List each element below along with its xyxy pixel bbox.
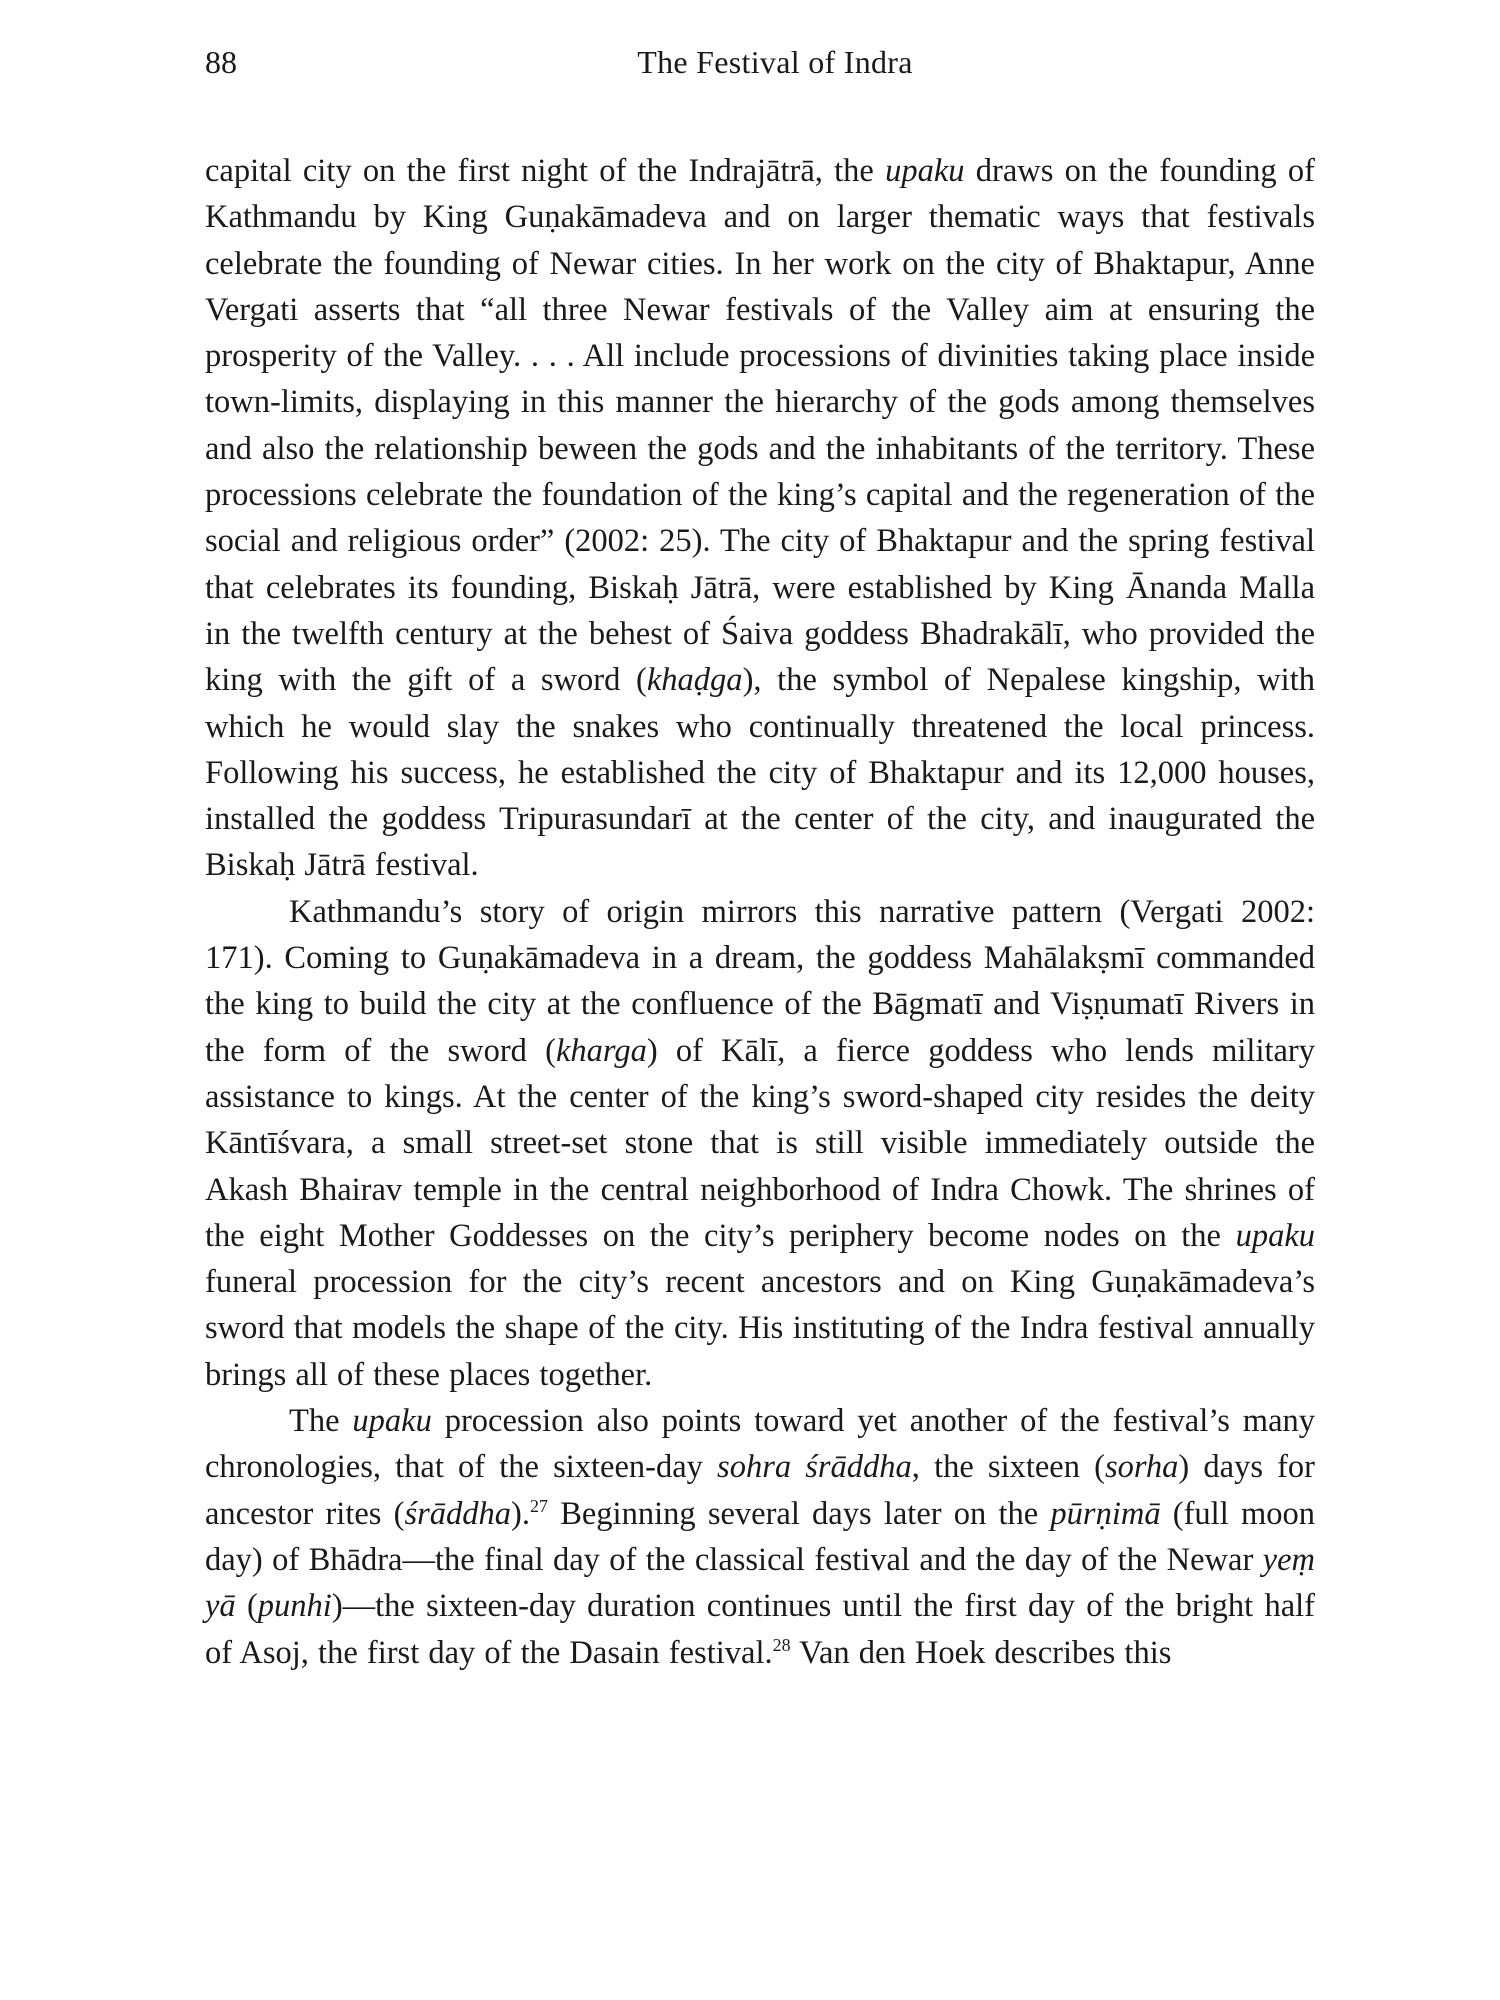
paragraph (205, 889, 1315, 1398)
italic-term: khaḍga (646, 662, 743, 699)
running-head (205, 44, 1305, 88)
page-number: 88 (205, 44, 237, 80)
paragraph (205, 148, 1315, 889)
text-run: draws on the founding of Kathmandu by King Guṇakāmadeva and on larger thematic ways that festivals celebrate the founding of Newar cities. In her work on the city of Bhaktapur, Anne Vergati asserts that “all three Newar festivals of the Valley aim at ensuring the prosperity of the Valley. . . . All include processions of divinities taking place inside town-limits, displaying in this manner the hierarchy of the gods among themselves and also the relationship beween the gods and the inhabitants of the territory. These processions celebrate the foundation of the king’s capital and the regeneration of the social and religious order” (2002: 25). The city of Bhaktapur and the spring festival that celebrates its founding, Biskaḥ Jātrā, were established by King Ānanda Malla in the twelfth century at the behest of Śaiva goddess Bhadrakālī, who provided the king with the gift of a sword ( (205, 153, 1316, 699)
italic-term: kharga (555, 1032, 647, 1069)
text-run: Van den Hoek describes this (790, 1634, 1172, 1671)
footnote-ref: 28 (772, 1634, 791, 1655)
text-run: ) of Kālī, a fierce goddess who lends military assistance to kings. At the center of the king’s sword-shaped city resides the deity Kāntīśvara, a small street-set stone that is still visible immediately outside the Akash Bhairav temple in the central neighborhood of Indra Chowk. The shrines of the eight Mother Goddesses on the city’s periphery become nodes on the (205, 1032, 1316, 1254)
text-run: Beginning several days later on the (547, 1495, 1051, 1532)
text-run: , the sixteen ( (911, 1449, 1105, 1486)
running-title: The Festival of Indra (637, 44, 913, 80)
text-run: (full moon day) of Bhādra—the final day of the classical festival and the day of the Newar (205, 1495, 1315, 1578)
paragraph (205, 1398, 1315, 1676)
italic-term: sorha (1104, 1449, 1179, 1486)
italic-term: śrāddha (404, 1495, 512, 1532)
text-run: ( (235, 1588, 258, 1625)
text-run: The (289, 1403, 353, 1440)
text-run: )—the sixteen-day duration continues until the first day of the bright half of Asoj, the first day of the Dasain festival. (205, 1588, 1315, 1671)
text-run: ), the symbol of Nepalese kingship, with which he would slay the snakes who continually threatened the local princess. Following his success, he established the city of Bhaktapur and its 12,000 houses, installed the goddess Tripurasundarī at the center of the city, and inaugurated the Biskaḥ Jātrā festival. (205, 662, 1315, 884)
text-run: Kathmandu’s story of origin mirrors this narrative pattern (Vergati 2002: 171). Coming to Guṇakāmadeva in a dream, the goddess Mahālakṣmī commanded the king to build the city at the confluence of the Bāgmatī and Viṣṇumatī Rivers in the form of the sword ( (205, 893, 1315, 1069)
text-run: funeral procession for the city’s recent ancestors and on King Guṇakāmadeva’s sword that models the shape of the city. His instituting of the Indra festival annually brings all of these places together. (205, 1264, 1315, 1393)
text-run: capital city on the first night of the Indrajātrā, the (205, 153, 886, 189)
text-run: ) days for ancestor rites ( (205, 1449, 1316, 1532)
italic-term: upaku (352, 1403, 432, 1440)
italic-term: punhi (257, 1588, 332, 1625)
italic-term: yeṃ yā (205, 1541, 1315, 1625)
italic-term: pūrṇimā (1050, 1495, 1161, 1532)
text-run: procession also points toward yet another of the festival’s many chronologies, that of the sixteen-day (205, 1403, 1316, 1486)
italic-term: upaku (885, 153, 965, 189)
italic-term: sohra śrāddha (717, 1449, 912, 1486)
footnote-ref: 27 (529, 1495, 548, 1516)
italic-term: upaku (1235, 1217, 1315, 1254)
body-text (205, 148, 1315, 1676)
text-run: ). (511, 1495, 530, 1532)
